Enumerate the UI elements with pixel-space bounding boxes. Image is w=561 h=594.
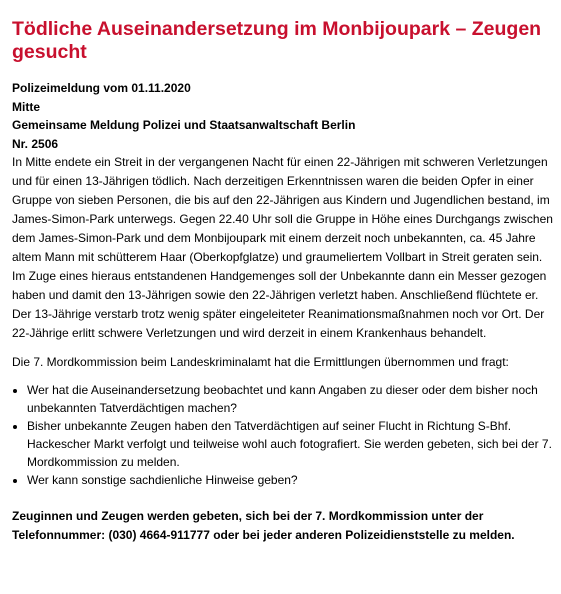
list-item: • Wer hat die Auseinandersetzung beobachtet und kann Angaben zu dieser oder dem bisher noch unbekannten Tatverdächtigen machen?: [27, 381, 554, 417]
release-date: Polizeimeldung vom 01.11.2020: [12, 81, 191, 95]
witness-appeal: Zeuginnen und Zeugen werden gebeten, sich bei der 7. Mordkommission unter der Telefonnummer: (030) 4664-911777 oder bei jeder anderen Polizeidienststelle zu melden.: [12, 509, 515, 542]
release-source: Gemeinsame Meldung Polizei und Staatsanwaltschaft Berlin: [12, 118, 356, 132]
page-title: Tödliche Auseinandersetzung im Monbijoupark – Zeugen gesucht: [12, 18, 542, 63]
release-meta: [12, 79, 554, 153]
list-item: • Bisher unbekannte Zeugen haben den Tatverdächtigen auf seiner Flucht in Richtung S-Bhf. Hackescher Markt verfolgt und teilweise wohl auch fotografiert. Sie werden gebeten, sich bei der 7. Mordkommission zu melden.: [27, 417, 554, 471]
list-item: • Wer kann sonstige sachdienliche Hinweise geben?: [27, 471, 554, 489]
release-district: Mitte: [12, 99, 40, 114]
question-list: [12, 381, 554, 489]
investigation-paragraph: Die 7. Mordkommission beim Landeskriminalamt hat die Ermittlungen übernommen und fragt:: [12, 355, 509, 369]
release-number: Nr. 2506: [12, 136, 59, 151]
press-release: [12, 18, 554, 544]
report-paragraph: In Mitte endete ein Streit in der vergangenen Nacht für einen 22-Jährigen mit schweren Verletzungen und für einen 13-Jährigen tödlich. Nach derzeitigen Erkenntnissen waren die beiden Opfer in einer Gruppe von sieben Personen, die bis auf den 22-Jährigen aus Kindern und Jugendlichen bestand, im James-Simon-Park unterwegs. Gegen 22.40 Uhr soll die Gruppe in Höhe eines Durchgangs zwischen dem James-Simon-Park und dem Monbijoupark mit einem derzeit noch unbekannten, ca. 45 Jahre altem Mann mit schütterem Haar (Oberkopfglatze) und graumeliertem Vollbart in Streit geraten sein. Im Zuge eines hieraus entstandenen Handgemenges soll der Unbekannte dann ein Messer gezogen haben und damit den 13-Jährigen sowie den 22-Jährigen verletzt haben. Anschließend flüchtete er. Der 13-Jährige verstarb trotz wenig später eingeleiteter Reanimationsmaßnahmen noch vor Ort. Der 22-Jährige erlitt schwere Verletzungen und wird derzeit in einem Krankenhaus behandelt.: [12, 155, 553, 340]
